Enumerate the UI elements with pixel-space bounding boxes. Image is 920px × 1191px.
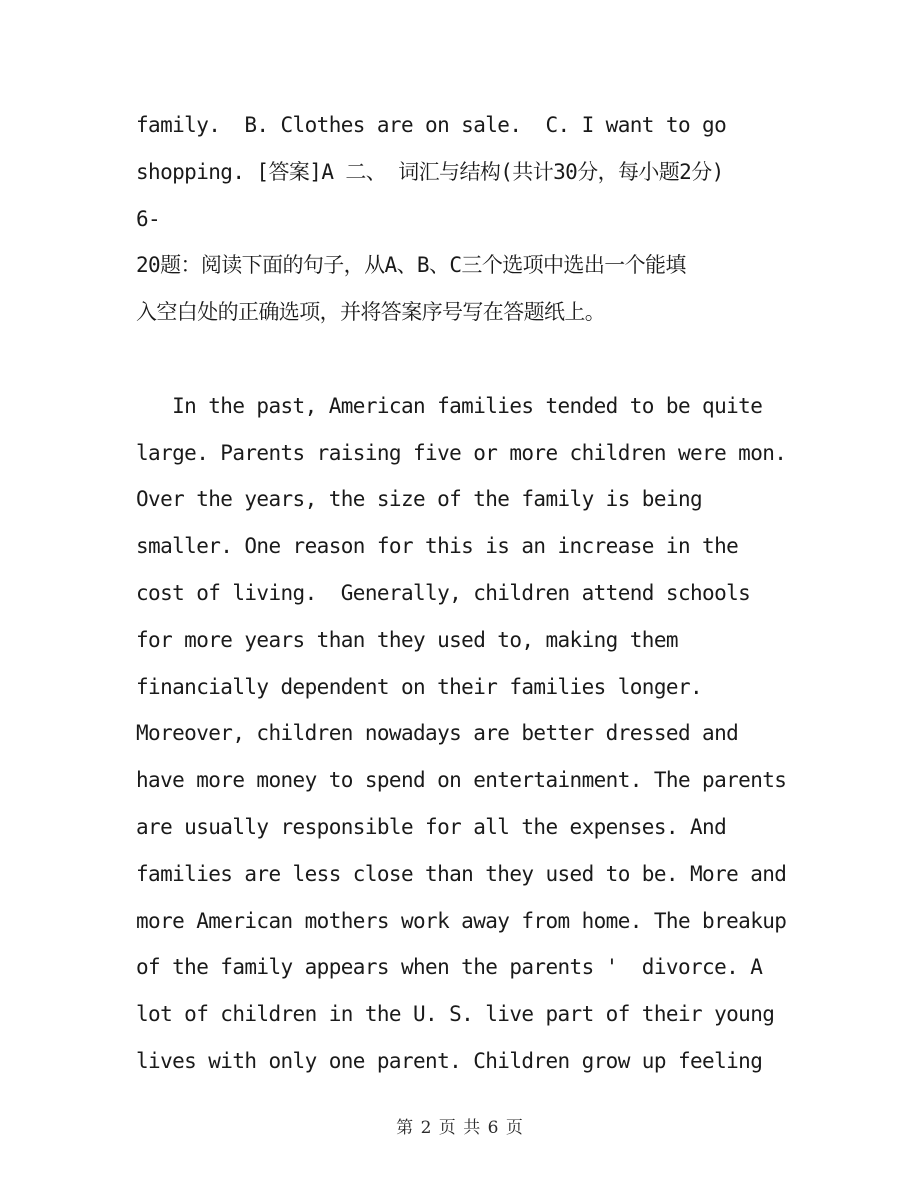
passage-line: more American mothers work away from home. The breakup xyxy=(136,908,787,933)
passage-line: large. Parents raising five or more children were mon. xyxy=(136,440,787,465)
passage-line: financially dependent on their families longer. xyxy=(136,674,703,699)
text-line: 20题：阅读下面的句子，从A、B、C三个选项中选出一个能填 xyxy=(136,253,686,278)
document-body xyxy=(136,102,796,1085)
passage-line: smaller. One reason for this is an increase in the xyxy=(136,534,739,559)
passage-line: have more money to spend on entertainment. The parents xyxy=(136,768,787,793)
text-line: family. B. Clothes are on sale. C. I want to go xyxy=(136,113,727,137)
passage-line: for more years than they used to, making them xyxy=(136,627,678,652)
paragraph-gap xyxy=(136,336,796,383)
passage-line: lot of children in the U. S. live part of their young xyxy=(136,1002,775,1027)
passage-line: In the past, American families tended to be quite xyxy=(136,393,763,418)
passage-line: of the family appears when the parents ' divorce. A xyxy=(136,955,763,980)
text-line: 6- xyxy=(136,206,161,231)
passage-line: Over the years, the size of the family is being xyxy=(136,487,703,512)
page-number-footer: 第 2 页 共 6 页 xyxy=(396,1118,524,1138)
text-line: shopping. [答案]A 二、 词汇与结构(共计30分，每小题2分) xyxy=(136,159,724,184)
passage-line: families are less close than they used to be. More and xyxy=(136,861,787,886)
passage-line: Moreover, children nowadays are better dressed and xyxy=(136,721,739,746)
passage-line: lives with only one parent. Children grow up feeling xyxy=(136,1048,763,1073)
passage-line: are usually responsible for all the expenses. And xyxy=(136,814,727,839)
text-line: 入空白处的正确选项，并将答案序号写在答题纸上。 xyxy=(136,300,606,325)
passage-line: cost of living. Generally, children attend schools xyxy=(136,580,751,605)
